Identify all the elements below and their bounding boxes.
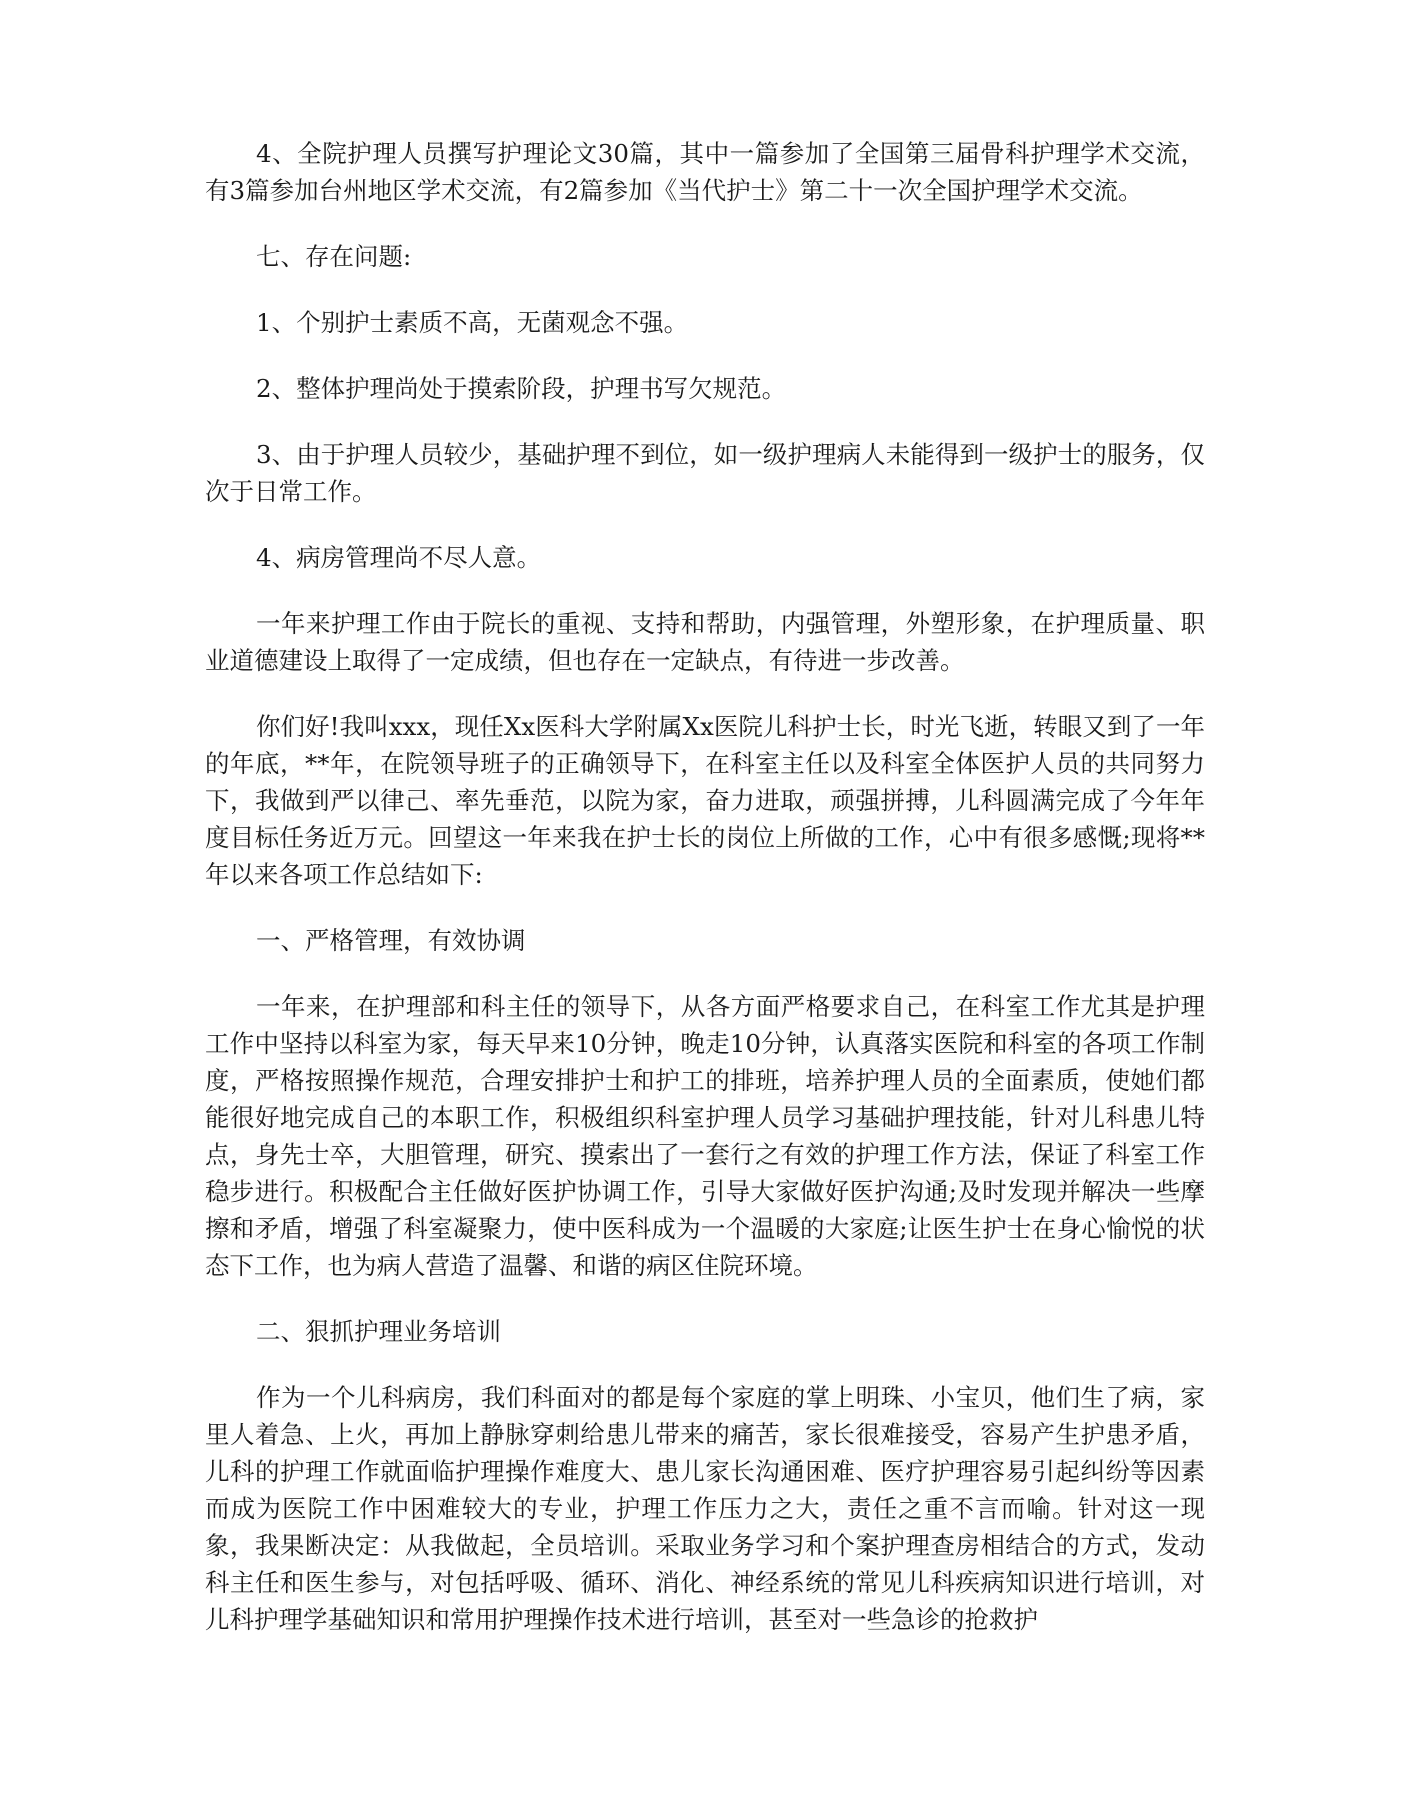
paragraph-training: 作为一个儿科病房，我们科面对的都是每个家庭的掌上明珠、小宝贝，他们生了病，家里人着急、上火，再加上静脉穿刺给患儿带来的痛苦，家长很难接受，容易产生护患矛盾，儿科的护理工作就面临护理操作难度大、患儿家长沟通困难、医疗护理容易引起纠纷等因素而成为医院工作中困难较大的专业，护理工作压力之大，责任之重不言而喻。针对这一现象，我果断决定：从我做起，全员培训。采取业务学习和个案护理查房相结合的方式，发动科主任和医生参与，对包括呼吸、循环、消化、神经系统的常见儿科疾病知识进行培训，对儿科护理学基础知识和常用护理操作技术进行培训，甚至对一些急诊的抢救护 bbox=[205, 1383, 1205, 1634]
paragraph-problem-3: 3、由于护理人员较少，基础护理不到位，如一级护理病人未能得到一级护士的服务，仅次于日常工作。 bbox=[205, 440, 1205, 506]
heading-training: 二、狠抓护理业务培训 bbox=[256, 1317, 501, 1346]
heading-existing-problems: 七、存在问题: bbox=[256, 242, 412, 271]
paragraph-introduction: 你们好!我叫xxx，现任Xx医科大学附属Xx医院儿科护士长，时光飞逝，转眼又到了一年的年底，**年，在院领导班子的正确领导下，在科室主任以及科室全体医护人员的共同努力下，我做到严以律己、率先垂范，以院为家，奋力进取，顽强拼搏，儿科圆满完成了今年年度目标任务近万元。回望这一年来我在护士长的岗位上所做的工作，心中有很多感慨;现将**年以来各项工作总结如下: bbox=[205, 712, 1205, 889]
paragraph-problem-2: 2、整体护理尚处于摸索阶段，护理书写欠规范。 bbox=[256, 374, 787, 403]
paragraph-summary: 一年来护理工作由于院长的重视、支持和帮助，内强管理，外塑形象，在护理质量、职业道德建设上取得了一定成绩，但也存在一定缺点，有待进一步改善。 bbox=[205, 609, 1205, 675]
paragraph-problem-1: 1、个别护士素质不高，无菌观念不强。 bbox=[256, 308, 689, 337]
document-body bbox=[205, 135, 1205, 1667]
paragraph-management: 一年来，在护理部和科主任的领导下，从各方面严格要求自己，在科室工作尤其是护理工作中坚持以科室为家，每天早来10分钟，晚走10分钟，认真落实医院和科室的各项工作制度，严格按照操作规范，合理安排护士和护工的排班，培养护理人员的全面素质，使她们都能很好地完成自己的本职工作，积极组织科室护理人员学习基础护理技能，针对儿科患儿特点，身先士卒，大胆管理，研究、摸索出了一套行之有效的护理工作方法，保证了科室工作稳步进行。积极配合主任做好医护协调工作，引导大家做好医护沟通;及时发现并解决一些摩擦和矛盾，增强了科室凝聚力，使中医科成为一个温暖的大家庭;让医生护士在身心愉悦的状态下工作，也为病人营造了温馨、和谐的病区住院环境。 bbox=[205, 992, 1205, 1280]
heading-strict-management: 一、严格管理，有效协调 bbox=[256, 926, 526, 955]
paragraph-papers: 4、全院护理人员撰写护理论文30篇，其中一篇参加了全国第三届骨科护理学术交流，有3篇参加台州地区学术交流，有2篇参加《当代护士》第二十一次全国护理学术交流。 bbox=[205, 139, 1205, 205]
paragraph-problem-4: 4、病房管理尚不尽人意。 bbox=[256, 543, 542, 572]
